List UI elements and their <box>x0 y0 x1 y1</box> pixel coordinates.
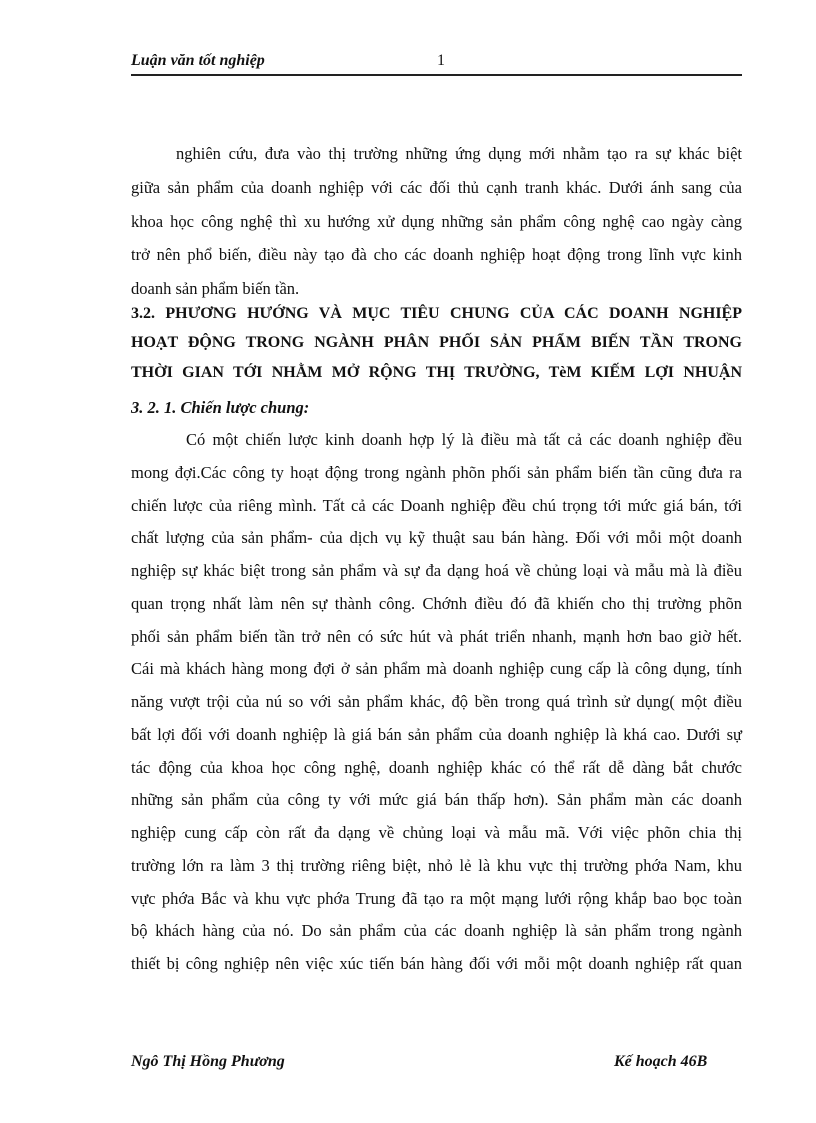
paragraph-line: năng vượt trội của nú so với sản phẩm khác, độ bền trong quá trình sử dụng( một điều <box>131 692 742 711</box>
page-number: 1 <box>437 52 445 69</box>
section-heading: THỜI GIAN TỚI NHẰM MỞ RỘNG THỊ TRƯỜNG, TèM KIẾM LỢI NHUẬN <box>131 364 742 381</box>
paragraph-line: phối sản phẩm biến tần trở nên có sức hút và phát triển nhanh, mạnh hơn bao giờ hết. <box>131 627 742 646</box>
footer-author: Ngô Thị Hồng Phương <box>131 1053 285 1070</box>
paragraph-line: khoa học công nghệ thì xu hướng xử dụng những sản phẩm công nghệ cao ngày càng <box>131 212 742 231</box>
paragraph-line: trường lớn ra làm 3 thị trường riêng biệt, nhỏ lẻ là khu vực thị trường phớa Nam, khu <box>131 856 742 875</box>
paragraph-line: trở nên phổ biến, điều này tạo đà cho các doanh nghiệp hoạt động trong lĩnh vực kinh <box>131 245 742 264</box>
paragraph-line: tác động của khoa học công nghệ, doanh nghiệp khác có thể rất dễ dàng bắt chước <box>131 758 742 777</box>
paragraph-line: Có một chiến lược kinh doanh hợp lý là điều mà tất cả các doanh nghiệp đều <box>186 430 742 449</box>
paragraph-line: chất lượng của sản phẩm- của dịch vụ kỹ thuật sau bán hàng. Đối với mỗi một doanh <box>131 528 742 547</box>
paragraph-line: thiết bị công nghiệp nên việc xúc tiến bán hàng đối với mỗi một doanh nghiệp rất quan <box>131 954 742 973</box>
paragraph-line: chiến lược của riêng mình. Tất cả các Doanh nghiệp đều chú trọng tới mức giá bán, tới <box>131 496 742 515</box>
subsection-heading: 3. 2. 1. Chiến lược chung: <box>131 398 310 417</box>
paragraph-line: mong đợi.Các công ty hoạt động trong ngành phõn phối sản phẩm biến tần cũng đưa ra <box>131 463 742 482</box>
paragraph-line: nghiệp sự khác biệt trong sản phẩm và sự đa dạng hoá về chủng loại và mẫu mà là điều <box>131 561 742 580</box>
paragraph-line: Cái mà khách hàng mong đợi ở sản phẩm mà doanh nghiệp cung cấp là công dụng, tính <box>131 659 742 678</box>
paragraph-line: giữa sản phẩm của doanh nghiệp với các đối thủ cạnh tranh khác. Dưới ánh sang của <box>131 178 742 197</box>
paragraph-line: doanh sản phẩm biến tần. <box>131 279 300 298</box>
footer-class: Kế hoạch 46B <box>614 1053 708 1070</box>
paragraph-line: những sản phẩm của công ty với mức giá bán thấp hơn). Sản phẩm màn các doanh <box>131 790 742 809</box>
paragraph-line: quan trọng nhất làm nên sự thành công. Chớnh điều đó đã khiến cho thị trường phõn <box>131 594 742 613</box>
paragraph-line: nghiệp cung cấp còn rất đa dạng về chủng loại và mẫu mã. Với việc phõn chia thị <box>131 823 742 842</box>
header-title: Luận văn tốt nghiệp <box>131 52 265 69</box>
paragraph-line: nghiên cứu, đưa vào thị trường những ứng dụng mới nhằm tạo ra sự khác biệt <box>176 144 742 163</box>
page-header <box>131 52 742 76</box>
paragraph-line: bất lợi đối với doanh nghiệp là giá bán sản phẩm của doanh nghiệp là khá cao. Dưới sự <box>131 725 742 744</box>
section-heading: HOẠT ĐỘNG TRONG NGÀNH PHÂN PHỐI SẢN PHẨM BIẾN TẦN TRONG <box>131 334 742 351</box>
paragraph-line: vực phớa Bắc và khu vực phớa Trung đã tạo ra một mạng lưới rộng khắp bao bọc toàn <box>131 889 742 908</box>
section-heading: 3.2. PHƯƠNG HƯỚNG VÀ MỤC TIÊU CHUNG CỦA CÁC DOANH NGHIỆP <box>131 305 742 322</box>
paragraph-line: bộ khách hàng của nó. Do sản phẩm của các doanh nghiệp là sản phẩm trong ngành <box>131 921 742 940</box>
